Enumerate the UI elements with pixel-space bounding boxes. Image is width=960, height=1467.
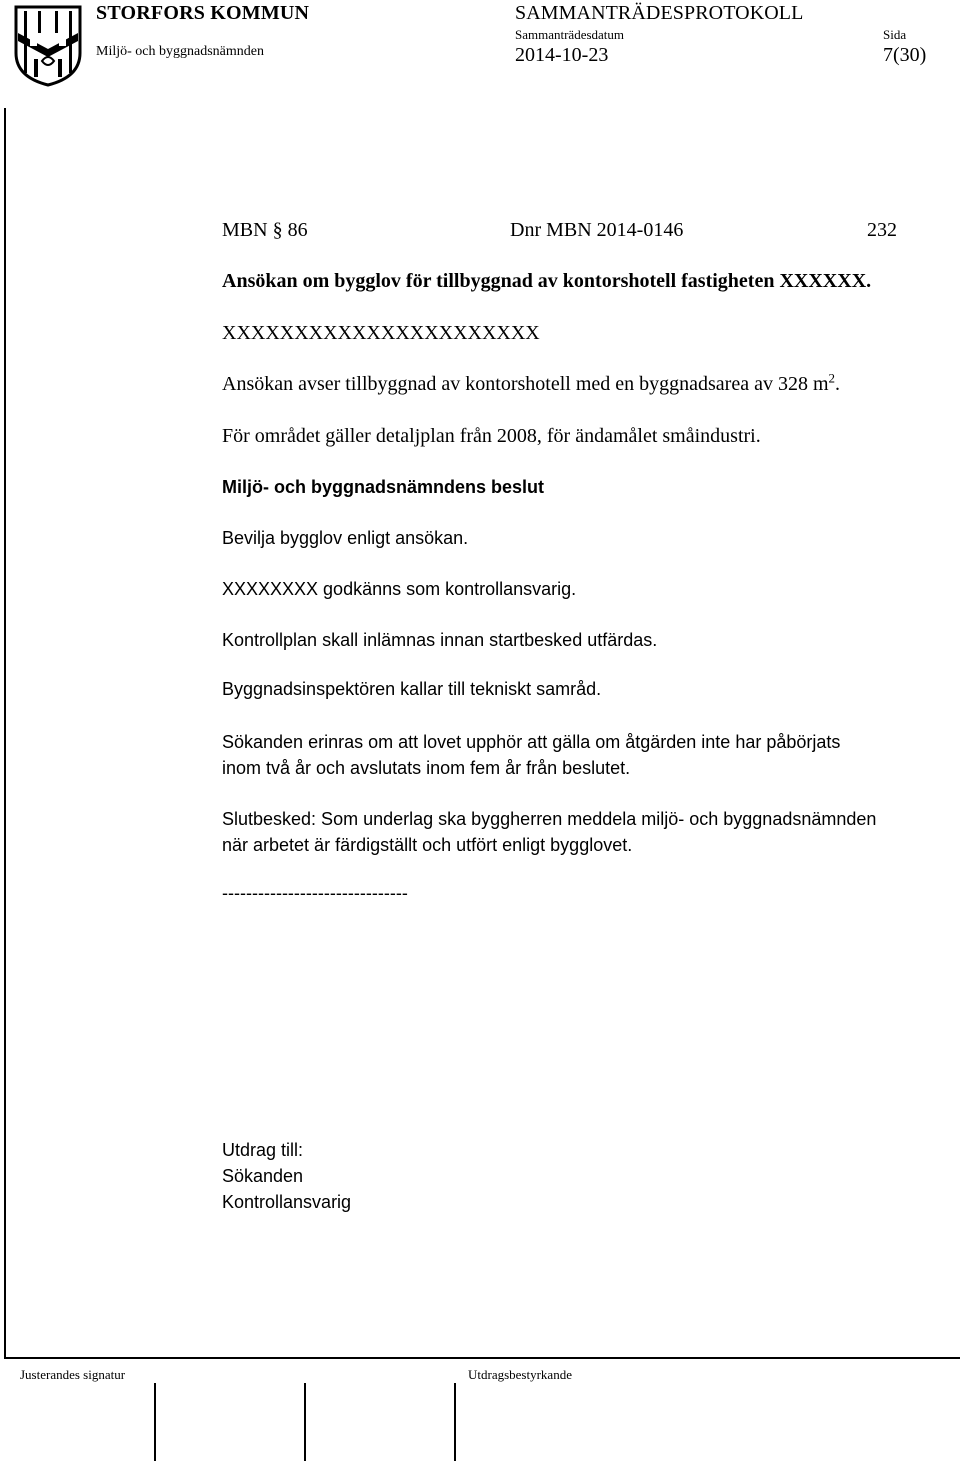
board-name: Miljö- och byggnadsnämnden	[96, 44, 264, 59]
signature-box-divider	[454, 1383, 456, 1461]
signature-label: Justerandes signatur	[20, 1367, 126, 1382]
case-dnr: Dnr MBN 2014-0146	[510, 219, 684, 241]
recipient: Sökanden	[222, 1166, 304, 1186]
meeting-date: 2014-10-23	[515, 44, 609, 66]
signature-box-divider	[304, 1383, 306, 1461]
case-description: Ansökan avser tillbyggnad av kontorshotell med en byggnadsarea av 328 $m^2$.	[222, 370, 841, 395]
final-notice-text: Slutbesked: Som underlag ska byggherren meddela miljö- och byggnadsnämnden när arbetet är färdigställt och utfört enligt bygglovet.	[222, 809, 877, 855]
page-number: 7(30)	[883, 44, 927, 66]
signature-box-divider	[154, 1383, 156, 1461]
case-redacted-line: XXXXXXXXXXXXXXXXXXXXXX	[222, 322, 540, 344]
frame-left-border	[4, 108, 6, 1359]
decision-item: XXXXXXXX godkänns som kontrollansvarig.	[222, 579, 577, 599]
decision-item: Byggnadsinspektören kallar till tekniskt samråd.	[222, 679, 602, 699]
case-number: 232	[867, 219, 897, 241]
frame-bottom-border	[4, 1357, 960, 1359]
recipient: Kontrollansvarig	[222, 1192, 352, 1212]
case-title: Ansökan om bygglov för tillbyggnad av kontorshotell fastigheten XXXXXX.	[222, 270, 872, 292]
decision-heading: Miljö- och byggnadsnämndens beslut	[222, 477, 545, 497]
plan-text: För området gäller detaljplan från 2008, för ändamålet småindustri.	[222, 425, 761, 447]
distribution-label: Utdrag till:	[222, 1140, 304, 1160]
municipality-name: STORFORS KOMMUN	[96, 2, 310, 24]
certification-label: Utdragsbestyrkande	[468, 1367, 572, 1382]
distribution-list	[222, 1137, 351, 1215]
decision-item: Bevilja bygglov enligt ansökan.	[222, 528, 469, 548]
page-label: Sida	[883, 27, 907, 42]
paragraph-number: MBN § 86	[222, 219, 308, 241]
separator-line: -------------------------------	[222, 883, 408, 903]
meeting-date-label: Sammanträdesdatum	[515, 27, 625, 42]
municipal-coat-of-arms	[12, 3, 84, 87]
document-type: SAMMANTRÄDESPROTOKOLL	[515, 2, 804, 24]
reminder-text: Sökanden erinras om att lovet upphör att gälla om åtgärden inte har påbörjats inom två år och avslutats inom fem år från beslutet.	[222, 732, 841, 778]
decision-item: Kontrollplan skall inlämnas innan startbesked utfärdas.	[222, 630, 658, 650]
